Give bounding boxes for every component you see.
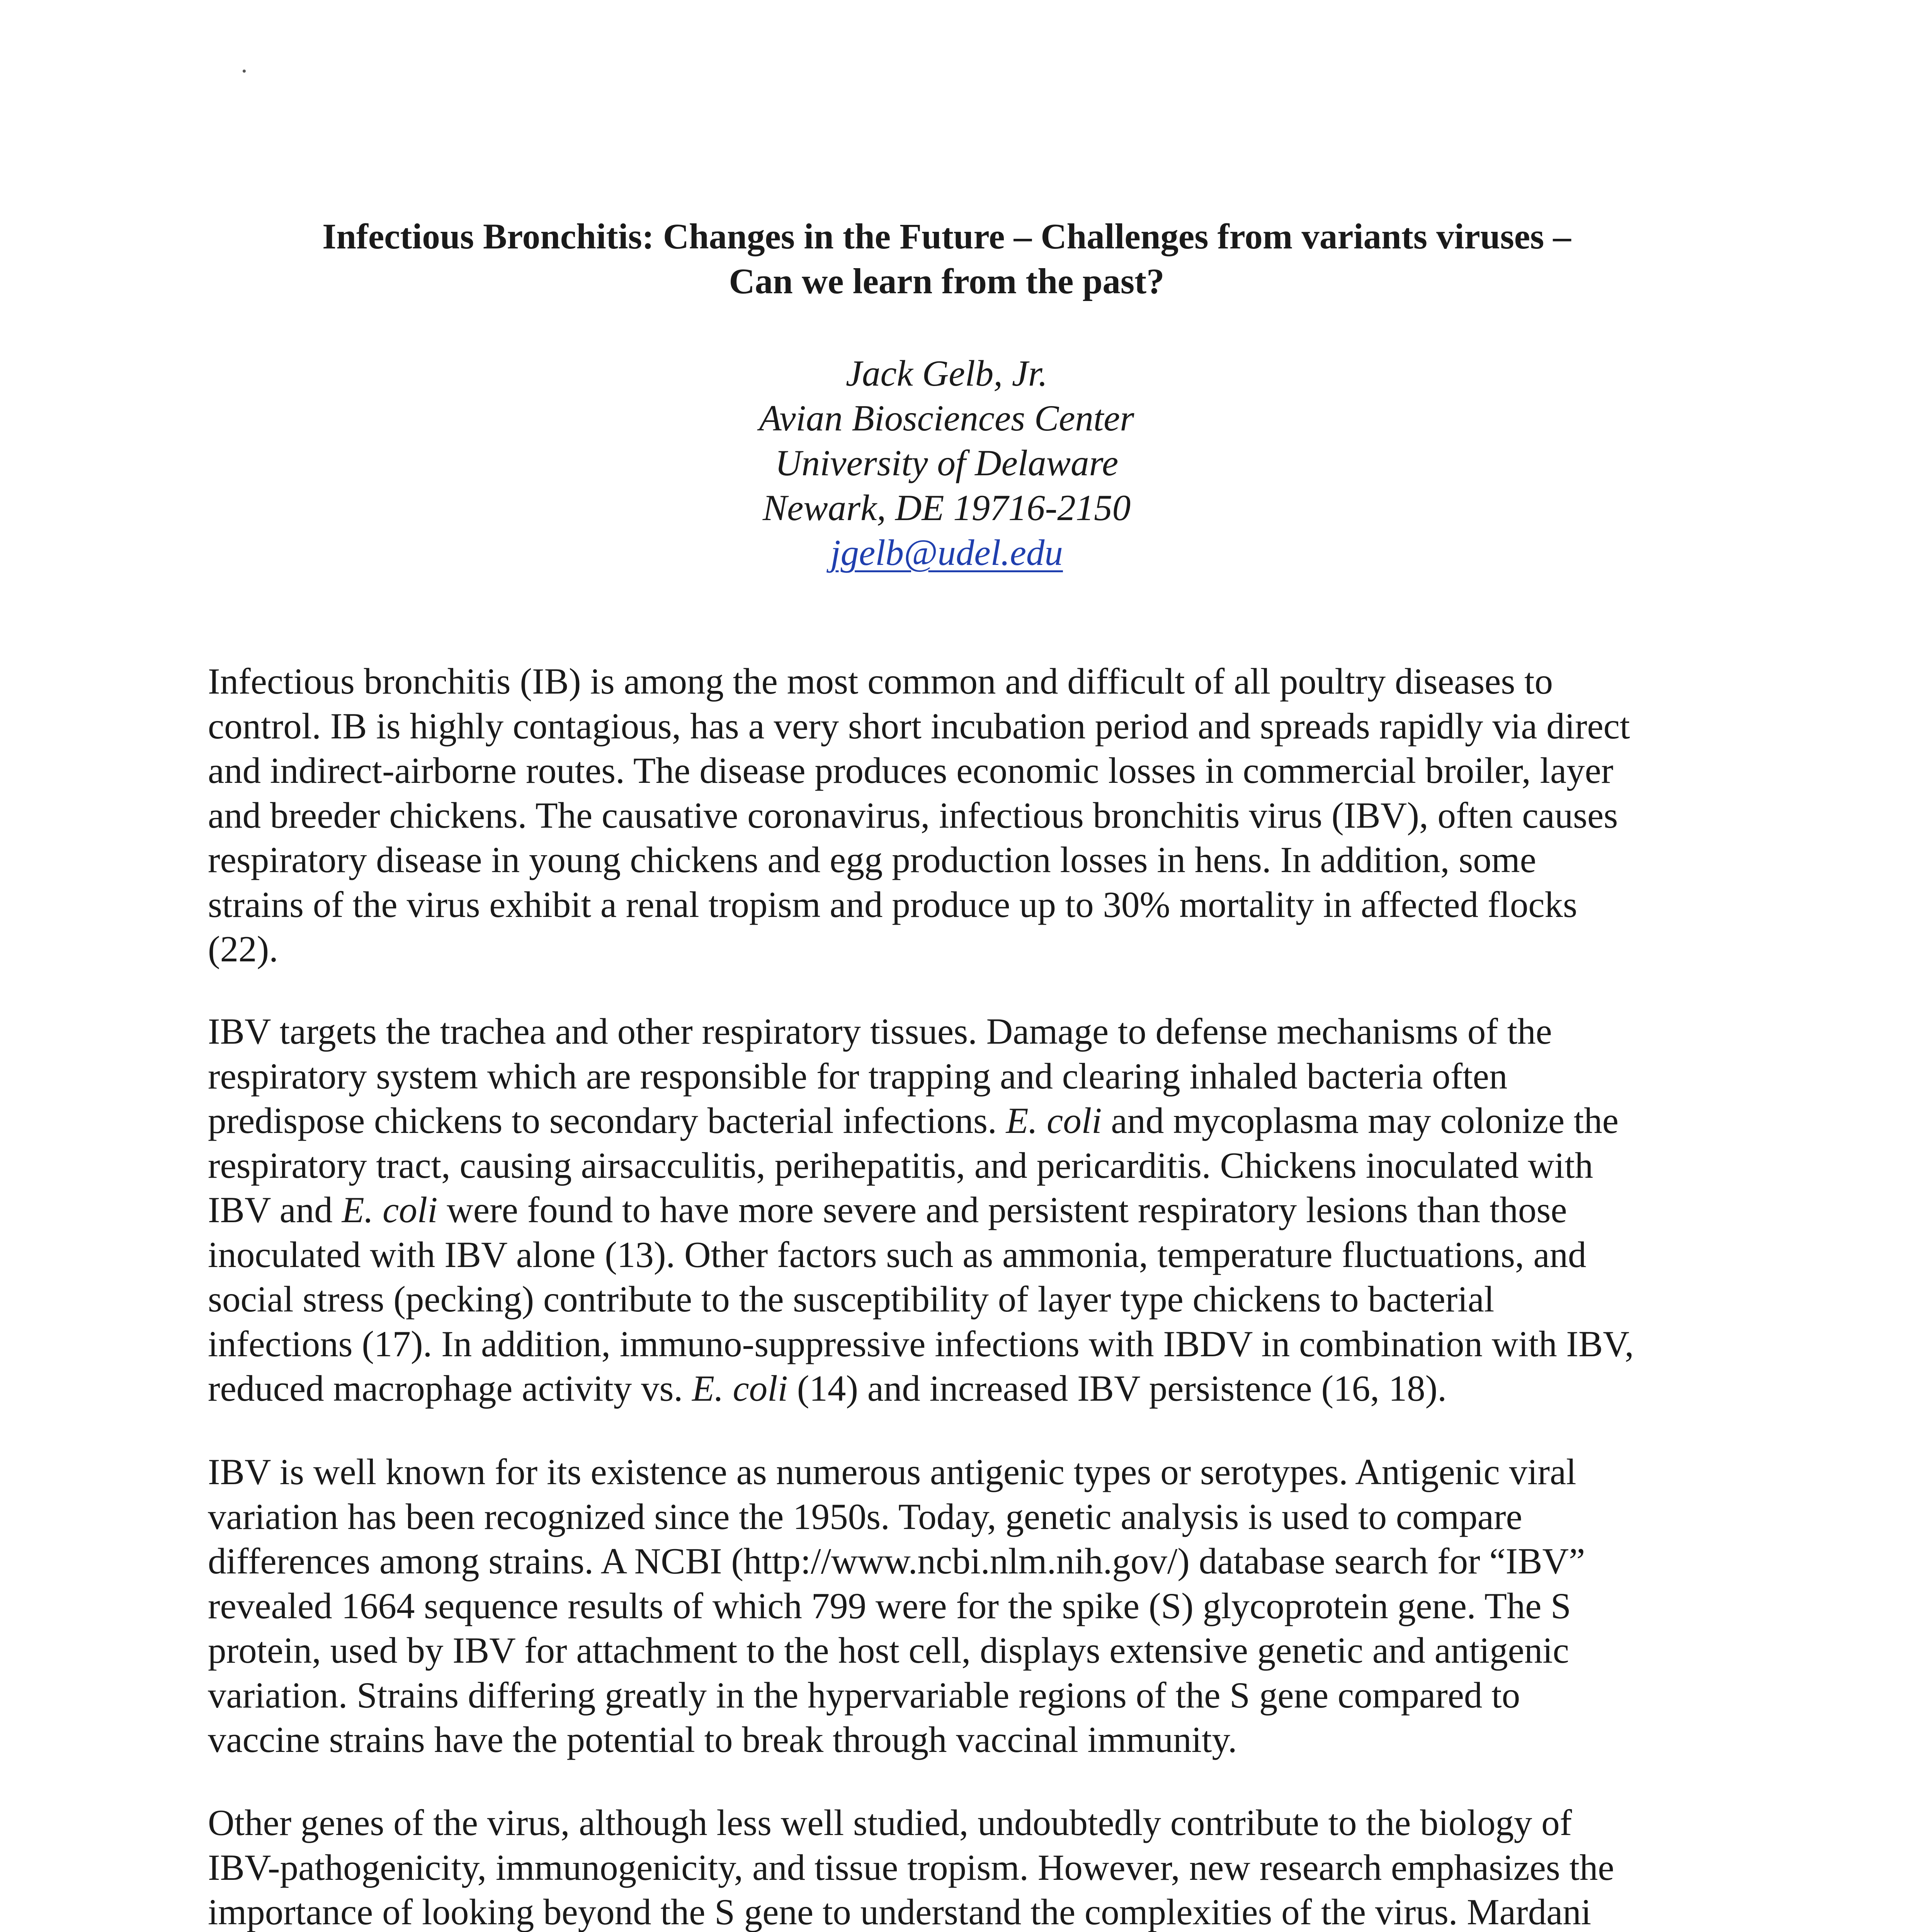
paragraph-line: and breeder chickens. The causative coronavirus, infectious bronchitis virus (IBV), often causes [208,794,1618,836]
paragraph-line: IBV-pathogenicity, immunogenicity, and tissue tropism. However, new research emphasizes the [208,1847,1614,1888]
paragraph-line: strains of the virus exhibit a renal tropism and produce up to 30% mortality in affected flocks [208,884,1577,925]
paragraph-4 [208,1801,1711,1932]
species-name: E. coli [692,1368,788,1409]
author-email-link[interactable]: jgelb@udel.edu [830,532,1063,573]
author-university: University of Delaware [775,442,1119,483]
author-address: Newark, DE 19716-2150 [762,487,1131,528]
paragraph-line: inoculated with IBV alone (13). Other factors such as ammonia, temperature fluctuations, and [208,1234,1587,1275]
text-run: were found to have more severe and persistent respiratory lesions than those [447,1189,1567,1230]
paragraph-line: respiratory tract, causing airsacculitis, perihepatitis, and pericarditis. Chickens inoculated with [208,1145,1593,1186]
text-run: reduced macrophage activity vs. [208,1368,683,1409]
paragraph-line: infections (17). In addition, immuno-suppressive infections with IBDV in combination with IBV, [208,1323,1634,1364]
text-run: IBV and [208,1189,333,1230]
scan-speck [243,70,246,73]
paragraph-line [208,1099,1711,1143]
paragraph-line: differences among strains. A NCBI (http://www.ncbi.nlm.nih.gov/) database search for “IBV” [208,1541,1585,1582]
paragraph-line: respiratory disease in young chickens and egg production losses in hens. In addition, some [208,839,1536,880]
paragraph-line [208,1188,1711,1233]
text-run: (14) and increased IBV persistence (16, 18). [797,1368,1447,1409]
paragraph-line: Infectious bronchitis (IB) is among the most common and difficult of all poultry diseases to [208,661,1553,702]
species-name: E. coli [1006,1100,1102,1141]
author-block [464,351,1430,575]
text-run: and mycoplasma may colonize the [1111,1100,1619,1141]
paragraph-line: and indirect-airborne routes. The disease produces economic losses in commercial broiler, layer [208,750,1614,791]
paragraph-line: vaccine strains have the potential to break through vaccinal immunity. [208,1719,1237,1760]
paragraph-line: variation. Strains differing greatly in the hypervariable regions of the S gene compared to [208,1674,1520,1716]
paragraph-2 [208,1009,1711,1411]
paragraph-line: protein, used by IBV for attachment to the host cell, displays extensive genetic and antigenic [208,1630,1569,1671]
paragraph-line: IBV is well known for its existence as numerous antigenic types or serotypes. Antigenic viral [208,1451,1576,1492]
paragraph-line: revealed 1664 sequence results of which 799 were for the spike (S) glycoprotein gene. The S [208,1585,1571,1626]
text-run: predispose chickens to secondary bacterial infections. [208,1100,997,1141]
species-name: E. coli [342,1189,438,1230]
paragraph-1 [208,659,1711,972]
paragraph-line: importance of looking beyond the S gene to understand the complexities of the virus. Mardani [208,1891,1592,1932]
paragraph-line [208,1366,1711,1411]
paragraph-line: control. IB is highly contagious, has a very short incubation period and spreads rapidly via direct [208,705,1630,747]
paragraph-line: Other genes of the virus, although less well studied, undoubtedly contribute to the biology of [208,1802,1572,1843]
author-name: Jack Gelb, Jr. [845,353,1048,394]
title-line-1: Infectious Bronchitis: Changes in the Future – Challenges from variants viruses – [322,217,1571,257]
paragraph-line: (22). [208,929,279,969]
paragraph-line: social stress (pecking) contribute to the susceptibility of layer type chickens to bacterial [208,1279,1495,1320]
title-line-2: Can we learn from the past? [729,262,1165,301]
paragraph-line: variation has been recognized since the 1950s. Today, genetic analysis is used to compare [208,1496,1522,1537]
paragraph-3 [208,1450,1711,1762]
paper-title [116,214,1777,304]
paragraph-line: respiratory system which are responsible for trapping and clearing inhaled bacteria often [208,1055,1508,1097]
author-center: Avian Biosciences Center [759,398,1134,439]
paragraph-line: IBV targets the trachea and other respiratory tissues. Damage to defense mechanisms of the [208,1011,1552,1052]
